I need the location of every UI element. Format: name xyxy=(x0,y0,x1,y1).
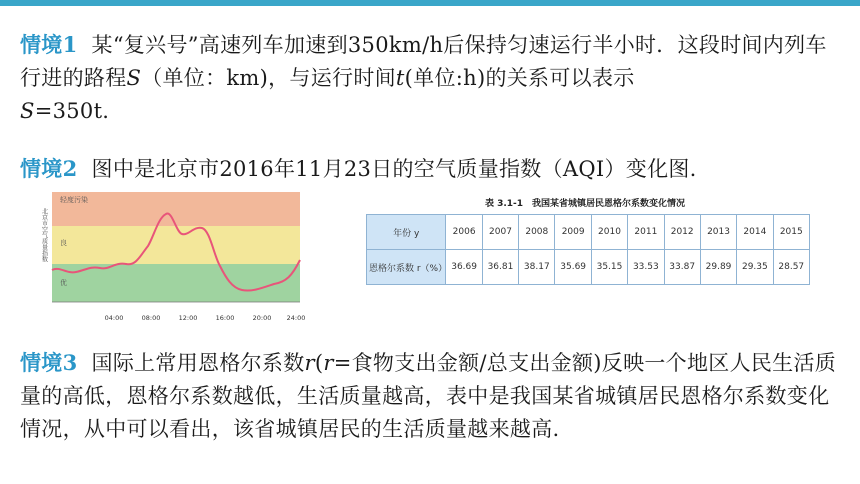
year-cell: 2007 xyxy=(482,215,518,250)
year-cell: 2006 xyxy=(446,215,482,250)
aqi-band-label-light: 轻度污染 xyxy=(60,196,88,204)
aqi-x-tick: 04:00 xyxy=(104,314,124,322)
year-cell: 2008 xyxy=(519,215,555,250)
situation-2-text: 图中是北京市2016年11月23日的空气质量指数（AQI）变化图. xyxy=(91,157,697,181)
coef-cell: 33.87 xyxy=(664,250,700,285)
coef-cell: 29.89 xyxy=(700,250,736,285)
aqi-chart-svg xyxy=(30,188,310,328)
aqi-band-excellent xyxy=(52,264,300,302)
coef-header: 恩格尔系数 r（%） xyxy=(367,250,446,285)
situation-3-paragraph xyxy=(20,346,840,446)
aqi-x-tick: 16:00 xyxy=(215,314,235,322)
table-row xyxy=(367,215,810,250)
engel-table xyxy=(366,214,810,285)
top-accent-bar xyxy=(0,0,860,6)
situation-1-formula: =350t. xyxy=(34,99,110,123)
aqi-y-axis-label: 北京市空气质量指数 xyxy=(40,208,48,262)
coef-cell: 38.17 xyxy=(519,250,555,285)
situation-1-text-b: （单位：km)，与运行时间 xyxy=(141,66,396,90)
situation-1-text-a: 某“复兴号”高速列车加速到350km/h后保持匀速运行半小时．这段时间内列车行进的路程 xyxy=(20,33,827,90)
coef-cell: 33.53 xyxy=(628,250,664,285)
situation-2-tag: 情境2 xyxy=(20,156,78,181)
coef-cell: 29.35 xyxy=(737,250,773,285)
aqi-band-good xyxy=(52,226,300,264)
aqi-chart xyxy=(30,188,310,328)
aqi-x-tick: 08:00 xyxy=(141,314,161,322)
engel-table-caption: 表 3.1-1 我国某省城镇居民恩格尔系数变化情况 xyxy=(484,199,686,209)
table-row xyxy=(367,250,810,285)
aqi-band-label-good: 良 xyxy=(60,239,67,247)
situation-1-var-t: t xyxy=(395,66,405,90)
year-cell: 2011 xyxy=(628,215,664,250)
aqi-band-light-pollution xyxy=(52,192,300,226)
year-cell: 2009 xyxy=(555,215,591,250)
coef-cell: 35.15 xyxy=(591,250,627,285)
year-cell: 2014 xyxy=(737,215,773,250)
situation-2-paragraph xyxy=(20,152,840,186)
situation-3-tag: 情境3 xyxy=(20,350,78,375)
situation-1-text-c: (单位:h)的关系可以表示 xyxy=(404,66,635,90)
situation-3-var-r2: r xyxy=(323,351,334,375)
year-cell: 2013 xyxy=(700,215,736,250)
year-cell: 2010 xyxy=(591,215,627,250)
situation-1-var-s: S xyxy=(126,66,142,90)
situation-3-text-a: 国际上常用恩格尔系数 xyxy=(91,351,305,375)
year-cell: 2015 xyxy=(773,215,809,250)
coef-cell: 36.81 xyxy=(482,250,518,285)
aqi-band-label-excellent: 优 xyxy=(60,279,67,287)
aqi-x-tick: 24:00 xyxy=(286,314,306,322)
situation-3-text-b: ( xyxy=(314,351,324,375)
situation-1-var-s2: S xyxy=(20,99,35,123)
situation-1-tag: 情境1 xyxy=(20,32,78,57)
coef-cell: 28.57 xyxy=(773,250,809,285)
situation-1-paragraph xyxy=(20,28,840,128)
engel-table-figure xyxy=(360,196,810,312)
aqi-x-tick: 20:00 xyxy=(252,314,272,322)
coef-cell: 35.69 xyxy=(555,250,591,285)
coef-cell: 36.69 xyxy=(446,250,482,285)
situation-3-text-c: =食物支出金额/总支出金额)反映一个地区人民生活质量的高低，恩格尔系数越低，生活质量越高，表中是我国某省城镇居民恩格尔系数变化情况，从中可以看出，该省城镇居民的生活质量越来越高. xyxy=(20,351,837,441)
year-header: 年份 y xyxy=(367,215,446,250)
aqi-x-tick: 12:00 xyxy=(178,314,198,322)
situation-3-var-r: r xyxy=(304,351,315,375)
year-cell: 2012 xyxy=(664,215,700,250)
